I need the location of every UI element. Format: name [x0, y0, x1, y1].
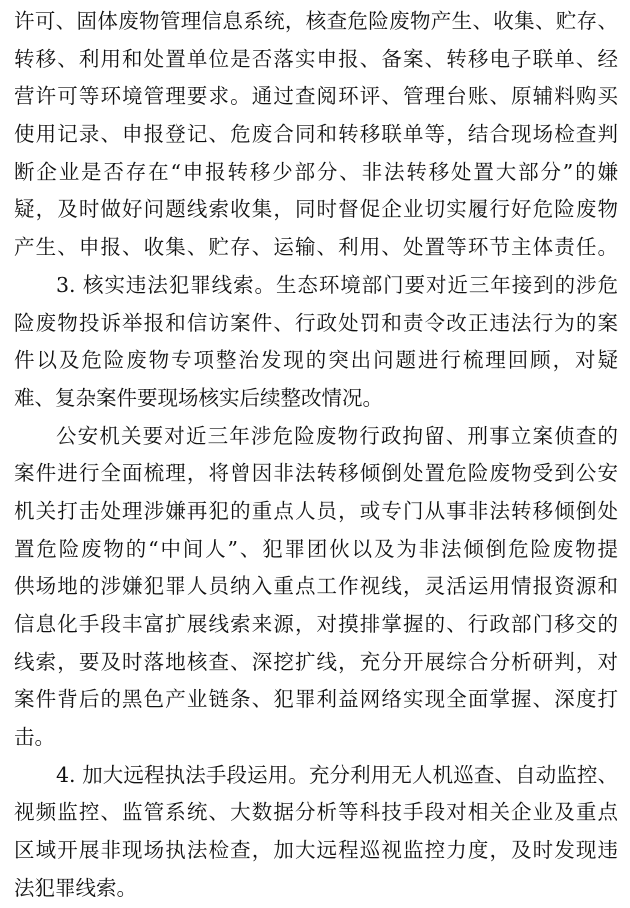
text-line: 4. 加大远程执法手段运用。充分利用无人机巡查、自动监控、 [56, 762, 618, 787]
document-body [14, 3, 618, 908]
text-line: 险废物投诉举报和信访案件、行政处罚和责令改正违法行为的案 [14, 310, 618, 335]
text-line: 案件背后的黑色产业链条、犯罪利益网络实现全面掌握、深度打 [14, 687, 618, 712]
text-line: 产生、申报、收集、贮存、运输、利用、处置等环节主体责任。 [14, 235, 618, 260]
text-line: 公安机关要对近三年涉危险废物行政拘留、刑事立案侦查的 [56, 423, 618, 448]
text-line: 疑，及时做好问题线索收集，同时督促企业切实履行好危险废物 [14, 197, 618, 222]
text-line: 置危险废物的“中间人”、犯罪团伙以及为非法倾倒危险废物提 [14, 536, 618, 561]
text-line: 3. 核实违法犯罪线索。生态环境部门要对近三年接到的涉危 [56, 272, 618, 297]
text-line: 营许可等环境管理要求。通过查阅环评、管理台账、原辅料购买 [14, 84, 618, 109]
text-line: 视频监控、监管系统、大数据分析等科技手段对相关企业及重点 [14, 800, 618, 825]
text-line: 难、复杂案件要现场核实后续整改情况。 [14, 385, 383, 410]
text-line: 使用记录、申报登记、危废合同和转移联单等，结合现场检查判 [14, 122, 618, 147]
text-line: 线索，要及时落地核查、深挖扩线，充分开展综合分析研判，对 [14, 649, 618, 674]
text-line: 供场地的涉嫌犯罪人员纳入重点工作视线，灵活运用情报资源和 [14, 574, 618, 599]
text-line: 转移、利用和处置单位是否落实申报、备案、转移电子联单、经 [14, 46, 618, 71]
text-line: 机关打击处理涉嫌再犯的重点人员，或专门从事非法转移倾倒处 [14, 498, 618, 523]
text-line: 断企业是否存在“申报转移少部分、非法转移处置大部分”的嫌 [14, 159, 618, 184]
text-line: 区域开展非现场执法检查，加大远程巡视监控力度，及时发现违 [14, 838, 618, 863]
text-line: 击。 [14, 725, 55, 750]
text-line: 信息化手段丰富扩展线索来源，对摸排掌握的、行政部门移交的 [14, 612, 618, 636]
text-line: 案件进行全面梳理，将曾因非法转移倾倒处置危险废物受到公安 [14, 461, 618, 486]
text-line: 件以及危险废物专项整治发现的突出问题进行梳理回顾，对疑 [14, 348, 618, 373]
text-line: 许可、固体废物管理信息系统，核查危险废物产生、收集、贮存、 [14, 9, 618, 33]
text-line: 法犯罪线索。 [14, 875, 137, 900]
